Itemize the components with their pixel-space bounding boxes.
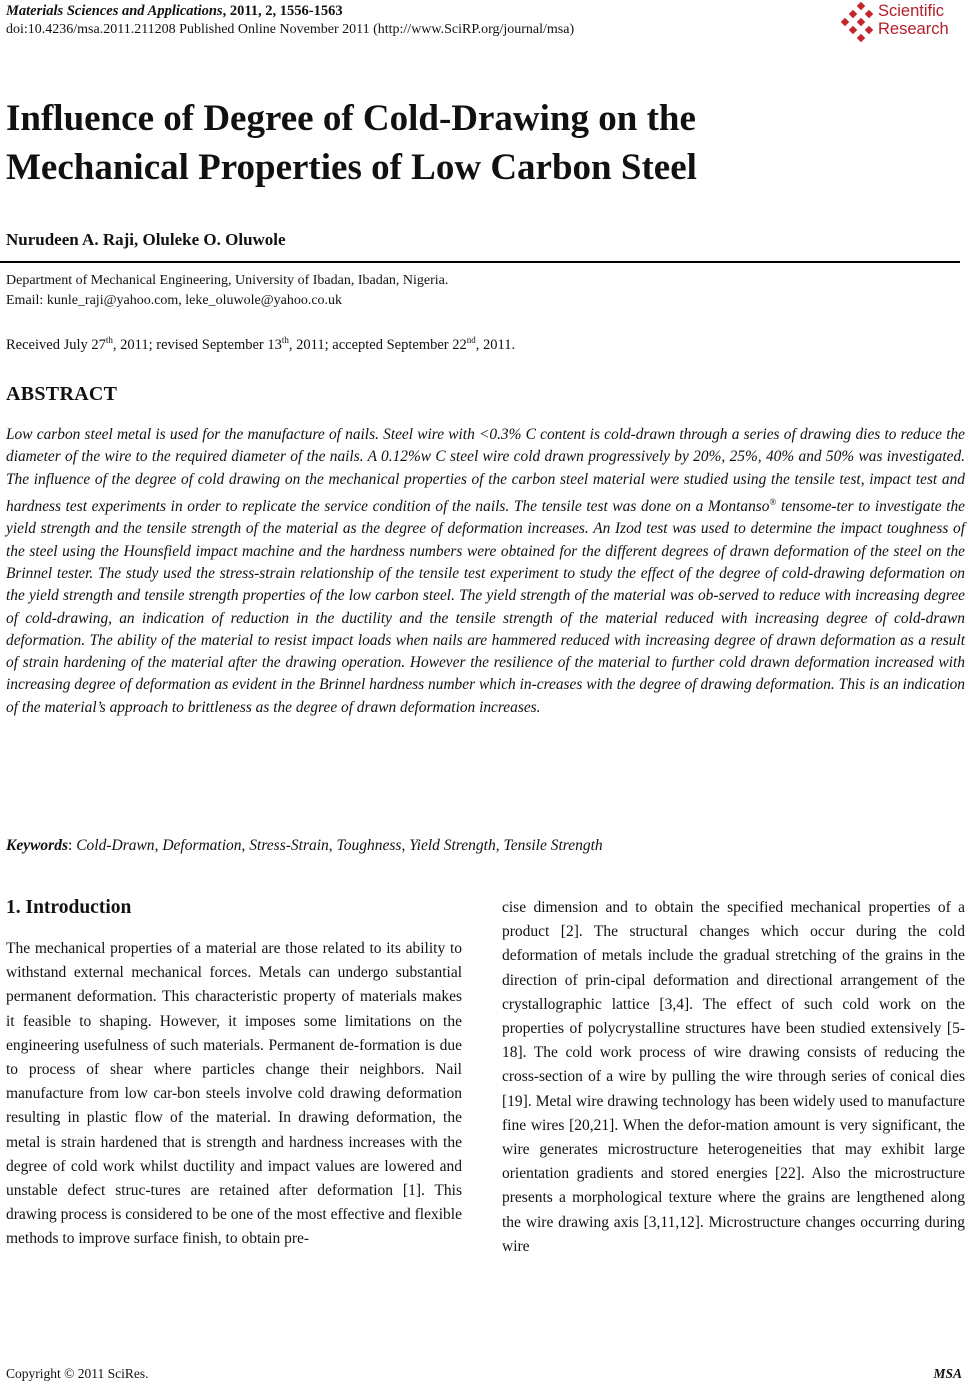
keyword: Cold-Drawn [76, 837, 155, 854]
footer-journal-abbrev: MSA [933, 1366, 962, 1381]
keyword: Tensile Strength [503, 837, 603, 854]
title-line-2: Mechanical Properties of Low Carbon Steel [6, 147, 697, 188]
affiliation-block [6, 271, 448, 311]
abstract-heading: ABSTRACT [6, 383, 118, 405]
paper-title [6, 94, 956, 192]
logo-wordmark: Scientific Research [878, 2, 949, 38]
title-line-1: Influence of Degree of Cold-Drawing on the [6, 98, 696, 139]
authors: Nurudeen A. Raji, Oluleke O. Oluwole [6, 230, 286, 249]
keywords: Keywords: Cold-Drawn, Deformation, Stress-Strain, Toughness, Yield Strength, Tensile Strength [6, 837, 603, 854]
keyword: Deformation [162, 837, 242, 854]
section-heading-introduction: 1. Introduction [6, 897, 132, 918]
footer-copyright: Copyright © 2011 SciRes. [6, 1366, 149, 1381]
keyword: Toughness [336, 837, 402, 854]
keyword: Yield Strength [409, 837, 496, 854]
received-dates: Received July 27th, 2011; revised September 13th, 2011; accepted September 22nd, 2011. [6, 335, 516, 353]
journal-volume-pages: , 2011, 2, 1556-1563 [222, 3, 343, 19]
publisher-logo [838, 2, 960, 42]
journal-name: Materials Sciences and Applications [6, 3, 223, 19]
keyword: Stress-Strain [249, 837, 329, 854]
email: Email: kunle_raji@yahoo.com, leke_oluwole@yahoo.co.uk [6, 293, 343, 308]
divider [0, 261, 960, 263]
abstract-text: Low carbon steel metal is used for the manufacture of nails. Steel wire with <0.3% C content is cold-drawn through a series of drawing dies to reduce the diameter of the wire to the required diameter of the nails. A 0.12%w C steel wire cold drawn progressively by 20%, 25%, 40% and 50% was investigated. The influence of the degree of cold drawing on the mechanical properties of the carbon steel material were studied using the tensile test, impact test and hardness test experiments in order to replicate the service condition of the nails. The tensile test was done on a Montanso® tensome-ter to investigate the yield strength and the tensile strength of the material as the degree of deformation increases. An Izod test was used to determine the impact toughness of the steel using the Hounsfield impact machine and the hardness numbers were obtained for the different degrees of drawn deformation of the steel on the Brinnel tester. The study used the stress-strain relationship of the tensile test experiment to study the effect of the degree of cold-drawing deformation on the yield strength and tensile strength properties of the low carbon steel. The yield strength of the material was ob-served to reduce with increasing degree of cold-drawing, an indication of reduction in the ductility and the tensile strength of the material reduced with increasing degree of cold-drawn deformation. The ability of the material to resist impact loads when nails are hammered reduced with increasing degree of drawn deformation as a result of strain hardening of the material after the drawing operation. However the resilience of the material to further cold drawn deformation increased with increasing degree of deformation as evident in the Brinnel hardness number which in-creases with the degree of drawing deformation. This is an indication of the material’s approach to brittleness as the degree of drawn deformation increases. [6, 426, 965, 716]
body-text-right-column: cise dimension and to obtain the specified mechanical properties of a product [2]. The structural changes which occur during the cold deformation of metals include the gradual stretching of the grains in the direction of prin-cipal deformation and directional arrangement of the crystallographic lattice [3,4]. The effect of such cold work on the properties of polycrystalline structures have been studied extensively [5-18]. The cold work process of wire drawing consists of reducing the cross-section of a wire by pulling the wire through series of conical dies [19]. Metal wire drawing technology has been widely used to manufacture fine wires [20,21]. When the defor-mation amount is very significant, the wire generates microstructure heterogeneities that may exhibit large orientation gradients and stored energies [22]. Also the microstructure presents a morphological texture where the grains are lengthened along the wire drawing axis [3,11,12]. Microstructure changes occurring during wire [502, 899, 965, 1255]
doi-line: doi:10.4236/msa.2011.211208 Published Online November 2011 (http://www.SciRP.org/journal/msa) [6, 22, 575, 37]
body-text-left-column: The mechanical properties of a material are those related to its ability to withstand external mechanical forces. Metals can undergo substantial permanent deformation. This characteristic property of materials makes it feasible to shaping. However, it imposes some limitations on the engineering usefulness of such materials. Permanent de-formation is due to process of shear where particles change their neighbors. Nail manufacture from low car-bon steels involve cold drawing deformation resulting in plastic flow of the material. In drawing deformation, the metal is strain hardened that is strength and hardness increases with the degree of cold work whilst ductility and impact values are lowered and unstable defect struc-tures are retained after deformation [1]. This drawing process is considered to be one of the most effective and flexible methods to improve surface finish, to obtain pre- [6, 940, 462, 1248]
affiliation: Department of Mechanical Engineering, University of Ibadan, Ibadan, Nigeria. [6, 273, 449, 288]
keywords-label: Keywords [6, 837, 68, 854]
journal-citation [6, 2, 343, 20]
scirp-logo-icon [838, 2, 878, 42]
